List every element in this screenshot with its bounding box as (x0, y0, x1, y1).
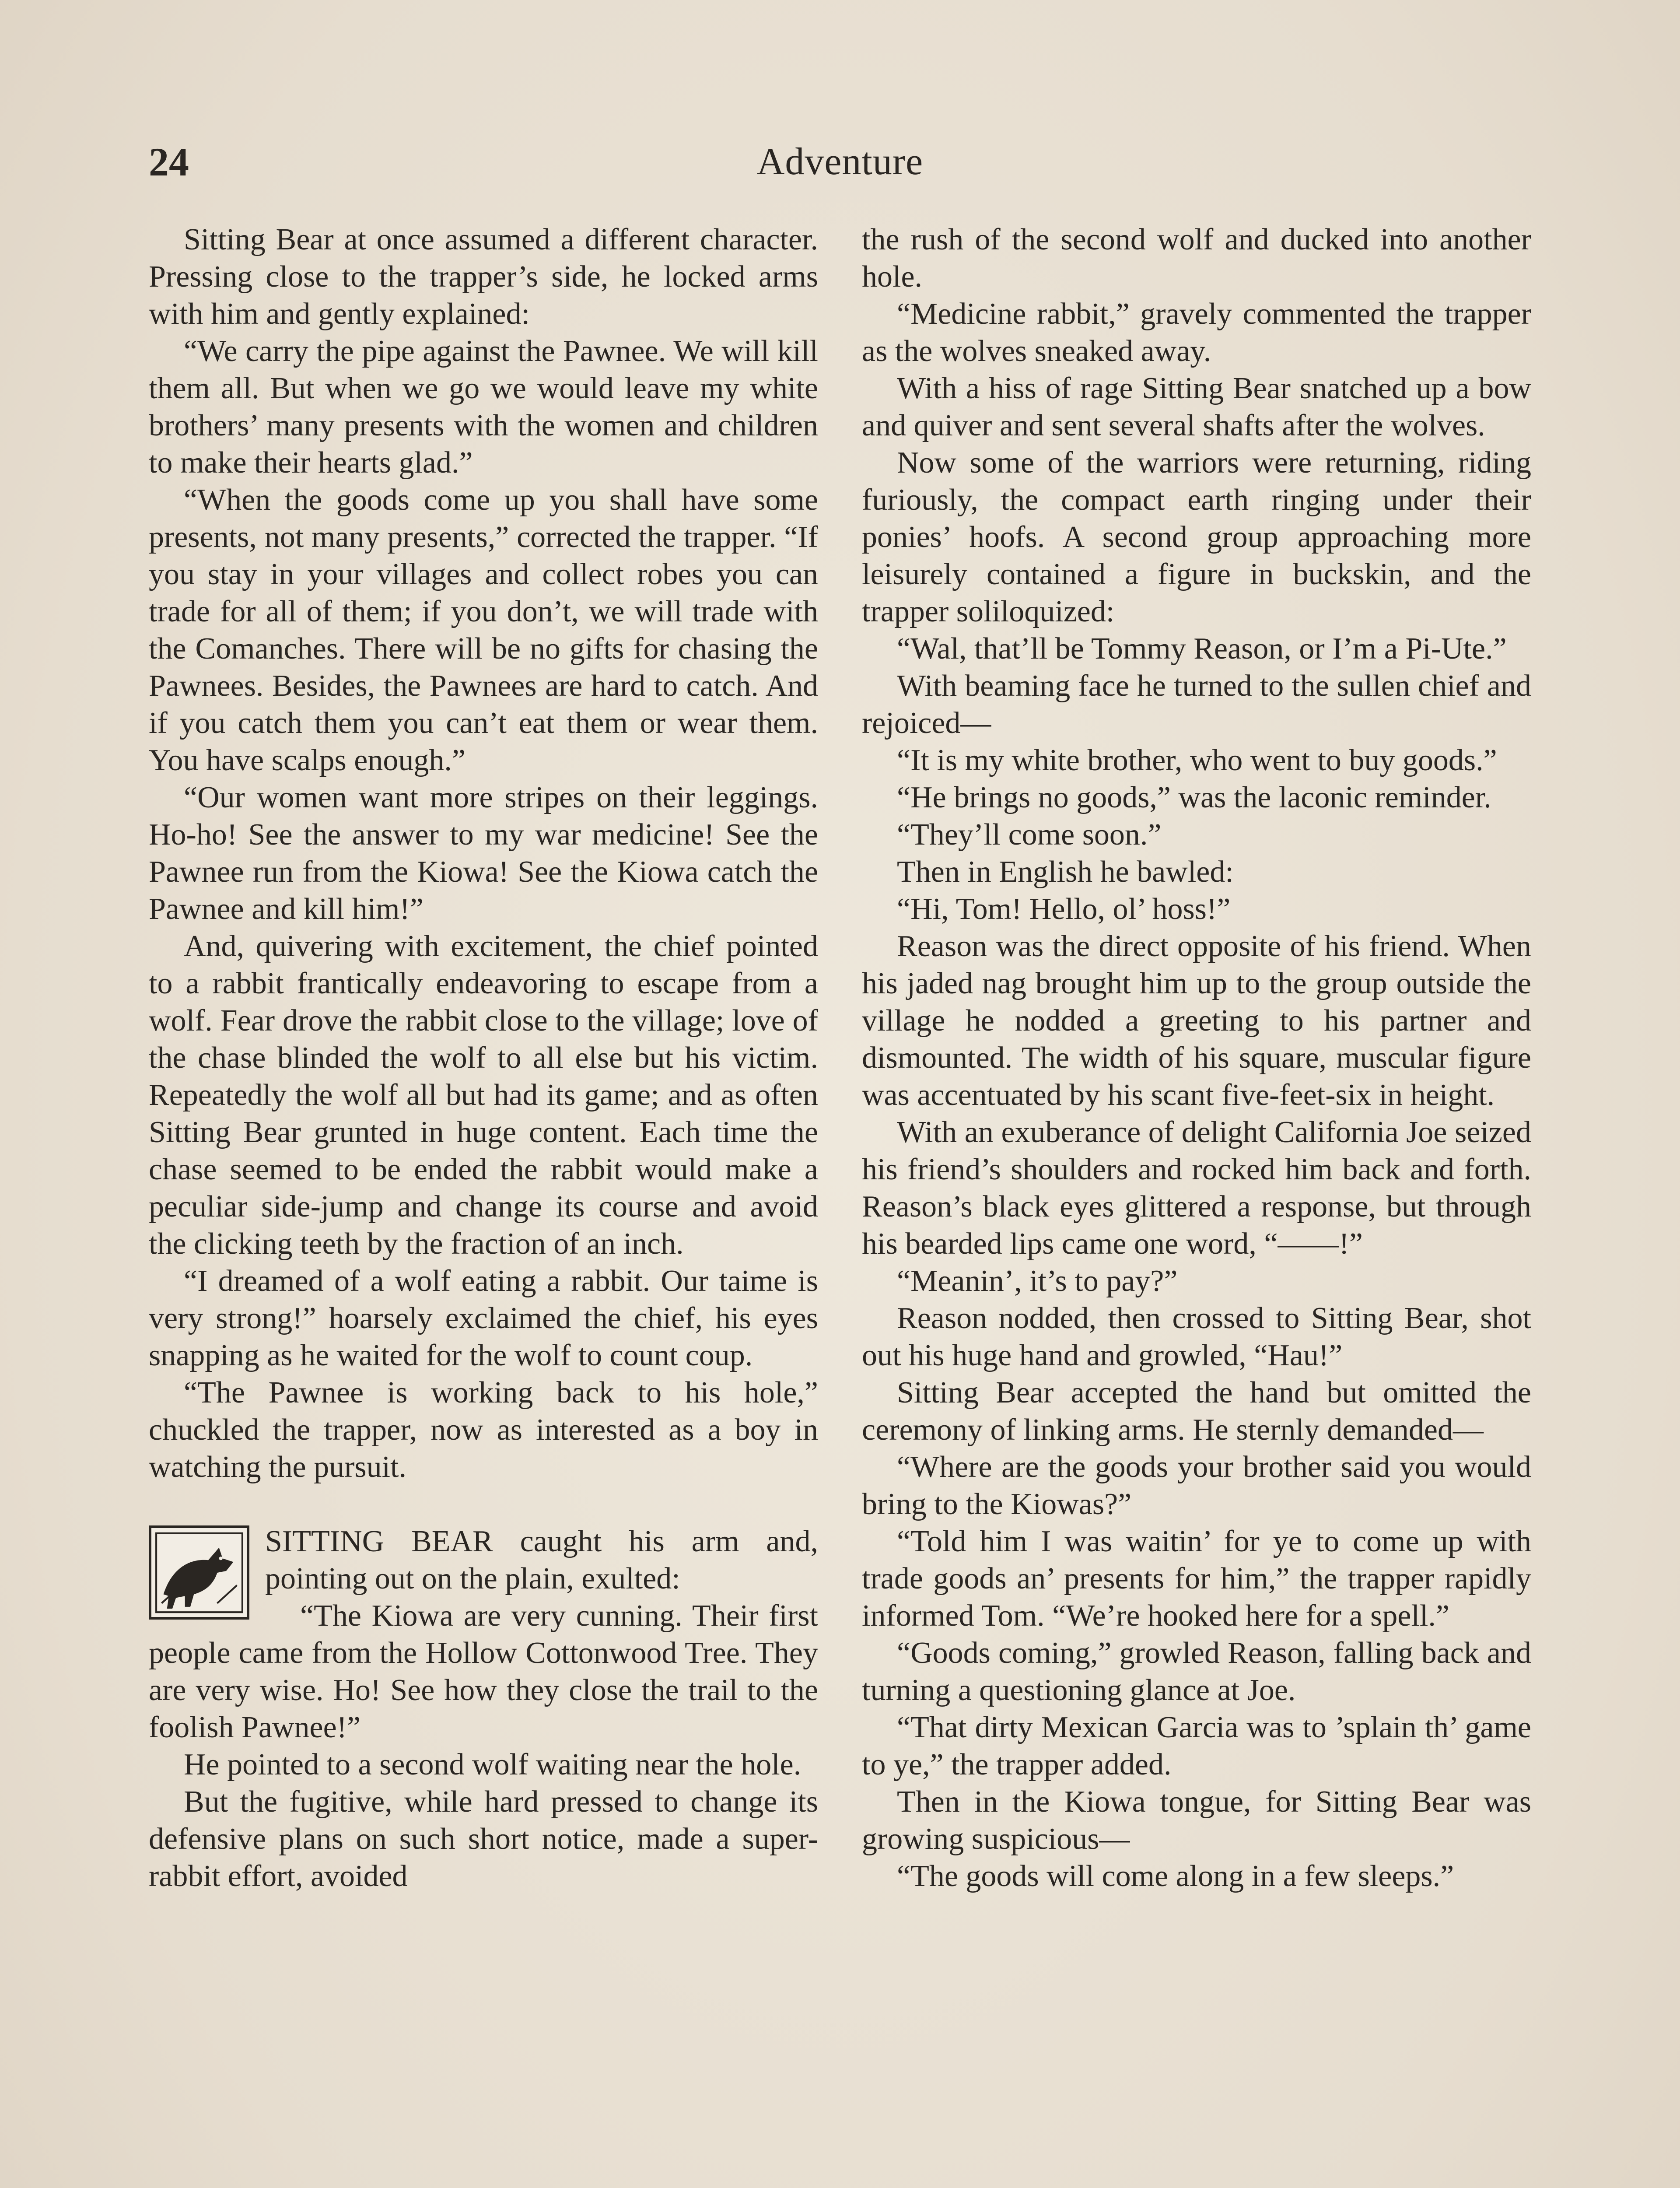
paragraph: “Where are the goods your brother said you would bring to the Kiowas?” (862, 1450, 1531, 1521)
paragraph: Sitting Bear accepted the hand but omitted the ceremony of linking arms. He sternly demanded— (862, 1376, 1531, 1447)
paragraph: Then in English he bawled: (897, 855, 1234, 889)
continued-paragraph: the rush of the second wolf and ducked into another hole. (862, 223, 1531, 294)
paragraph: “I dreamed of a wolf eating a rabbit. Our taime is very strong!” hoarsely exclaimed the chief, his eyes snapping as he waited for the wolf to count coup. (149, 1264, 818, 1372)
paragraph: “The Kiowa are very cunning. Their first people came from the Hollow Cottonwood Tree. They are very wise. Ho! See how they close the trail to the foolish Pawnee!” (149, 1599, 818, 1744)
paragraph: Then in the Kiowa tongue, for Sitting Bear was growing suspicious— (862, 1785, 1531, 1856)
right-column (862, 221, 1531, 1895)
paragraph: “That dirty Mexican Garcia was to ’splain th’ game to ye,” the trapper added. (862, 1711, 1531, 1781)
section-break (149, 1486, 818, 1523)
paragraph: Now some of the warriors were returning, riding furiously, the compact earth ringing under their ponies’ hoofs. A second group approaching more leisurely contained a figure in buckskin, and the trapper soliloquized: (862, 446, 1531, 628)
paragraph: “Wal, that’ll be Tommy Reason, or I’m a Pi-Ute.” (897, 632, 1507, 666)
paragraph: “Told him I was waitin’ for ye to come up with trade goods an’ presents for him,” the trapper rapidly informed Tom. “We’re hooked here for a spell.” (862, 1525, 1531, 1633)
paragraph: Sitting Bear at once assumed a different character. Pressing close to the trapper’s side, he locked arms with him and gently explained: (149, 223, 818, 331)
paragraph: “They’ll come soon.” (897, 818, 1162, 852)
paragraph: With beaming face he turned to the sullen chief and rejoiced— (862, 669, 1531, 740)
paragraph: With a hiss of rage Sitting Bear snatched up a bow and quiver and sent several shafts after the wolves. (862, 372, 1531, 442)
page-number: 24 (149, 140, 189, 184)
paragraph: “It is my white brother, who went to buy goods.” (897, 743, 1497, 777)
paragraph: “He brings no goods,” was the laconic reminder. (897, 781, 1491, 814)
paragraph: “Medicine rabbit,” gravely commented the trapper as the wolves sneaked away. (862, 297, 1531, 368)
paragraph: “The goods will come along in a few sleeps.” (897, 1859, 1454, 1893)
section-lead: SITTING BEAR caught his arm and, pointing out on the plain, exulted: (265, 1525, 818, 1595)
paragraph: “The Pawnee is working back to his hole,” chuckled the trapper, now as interested as a boy in watching the pursuit. (149, 1376, 818, 1484)
left-column (149, 221, 818, 1895)
running-title: Adventure (756, 140, 924, 183)
paragraph: “Goods coming,” growled Reason, falling back and turning a questioning glance at Joe. (862, 1636, 1531, 1707)
paragraph: “Hi, Tom! Hello, ol’ hoss!” (897, 892, 1231, 926)
section (149, 1523, 818, 1895)
paragraph: “When the goods come up you shall have some presents, not many presents,” corrected the trapper. “If you stay in your villages and collect robes you can trade for all of them; if you don’t, we will trade with the Comanches. There will be no gifts for chasing the Pawnees. Besides, the Pawnees are hard to catch. And if you catch them you can’t eat them or wear them. You have scalps enough.” (149, 483, 818, 777)
page-header (149, 131, 1531, 193)
paragraph: With an exuberance of delight California Joe seized his friend’s shoulders and rocked him back and forth. Reason’s black eyes glittered a response, but through his bearded lips came one word, “——!” (862, 1115, 1531, 1261)
paragraph: And, quivering with excitement, the chief pointed to a rabbit frantically endeavoring to escape from a wolf. Fear drove the rabbit close to the village; love of the chase blinded the wolf to all else but his victim. Repeatedly the wolf all but had its game; and as often Sitting Bear grunted in huge content. Each time the chase seemed to be ended the rabbit would make a peculiar side-jump and change its course and avoid the clicking teeth by the fraction of an inch. (149, 929, 818, 1261)
paragraph: But the fugitive, while hard pressed to change its defensive plans on such short notice, made a super-rabbit effort, avoided (149, 1785, 818, 1893)
paragraph: Reason nodded, then crossed to Sitting Bear, shot out his huge hand and growled, “Hau!” (862, 1301, 1531, 1372)
paragraph: “Our women want more stripes on their leggings. Ho-ho! See the answer to my war medicine! See the Pawnee run from the Kiowa! See the Kiowa catch the Pawnee and kill him!” (149, 781, 818, 926)
paragraph: “Meanin’, it’s to pay?” (897, 1264, 1178, 1298)
decorative-wolf-icon (149, 1525, 249, 1620)
paragraph: “We carry the pipe against the Pawnee. We will kill them all. But when we go we would leave my white brothers’ many presents with the women and children to make their hearts glad.” (149, 334, 818, 480)
paragraph: Reason was the direct opposite of his friend. When his jaded nag brought him up to the group outside the village he nodded a greeting to his partner and dismounted. The width of his square, muscular figure was accentuated by his scant five-feet-six in height. (862, 929, 1531, 1112)
paragraph: He pointed to a second wolf waiting near the hole. (184, 1748, 802, 1781)
